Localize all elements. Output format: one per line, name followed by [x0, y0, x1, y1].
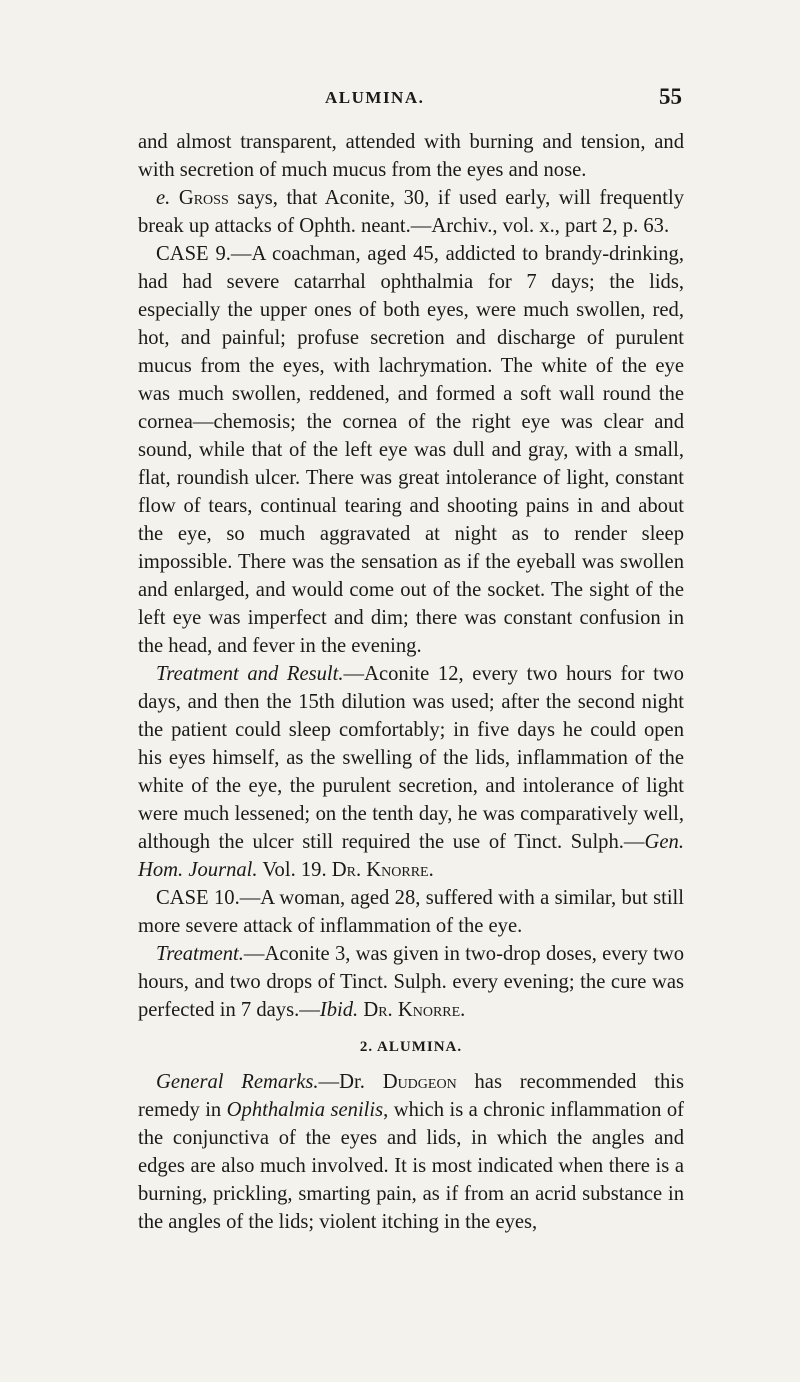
paragraph-general-remarks: General Remarks.—Dr. Dudgeon has recommended this remedy in Ophthalmia senilis, which is a chronic inflammation of the conjunctiva of the eyes and lids, in which the angles and edges are also much involved. It is most indicated when there is a burning, prickling, smarting pain, as if from an acrid substance in the angles of the lids; violent itching in the eyes,	[138, 1071, 685, 1233]
author-name: Dudgeon	[382, 1071, 457, 1093]
treatment-label: Treatment and Result.	[156, 663, 344, 685]
paragraph-treatment: Treatment.—Aconite 3, was given in two-drop doses, every two hours, and two drops of Tinct. Sulph. every evening; the cure was perfected in 7 days.—Ibid. Dr. Knorre.	[138, 943, 684, 1021]
running-head	[0, 84, 800, 112]
paragraph-treatment-result: Treatment and Result.—Aconite 12, every two hours for two days, and then the 15th dilution was used; after the second night the patient could sleep comfortably; in five days he could open his eyes himself, as the swelling of the lids, inflammation of the white of the eye, the purulent secretion, and intolerance of light were much lessened; on the tenth day, he was comparatively well, although the ulcer still required the use of Tinct. Sulph.—Gen. Hom. Journal. Vol. 19. Dr. Knorre.	[138, 663, 684, 881]
ibid-source: Ibid.	[319, 999, 359, 1021]
paragraph-case-9: CASE 9.—A coachman, aged 45, addicted to brandy-drinking, had had severe catarrhal ophthalmia for 7 days; the lids, especially the upper ones of both eyes, were much swollen, red, hot, and painful; profuse secretion and discharge of purulent mucus from the eyes, with lachrymation. The white of the eye was much swollen, reddened, and formed a soft wall round the cornea—chemosis; the cornea of the right eye was clear and sound, while that of the left eye was dull and gray, with a small, flat, roundish ulcer. There was great intolerance of light, constant flow of tears, continual tearing and shooting pains in and about the eye, so much aggravated at night as to render sleep impossible. There was the sensation as if the eyeball was swollen and enlarged, and would come out of the socket. The sight of the left eye was imperfect and dim; there was constant confusion in the head, and fever in the evening.	[138, 243, 684, 657]
remarks-label: General Remarks.	[156, 1071, 319, 1093]
disease-term: Ophthalmia senilis	[226, 1099, 384, 1121]
treatment-label: Treatment.	[156, 943, 244, 965]
page-number: 55	[659, 84, 682, 109]
paragraph-gross: e. Gross says, that Aconite, 30, if used early, will frequently break up attacks of Ophth. neant.—Archiv., vol. x., part 2, p. 63.	[138, 187, 684, 237]
section-heading: 2. ALUMINA.	[359, 1039, 463, 1055]
paragraph-case-10: CASE 10.—A woman, aged 28, suffered with a similar, but still more severe attack of inflammation of the eye.	[138, 887, 684, 937]
author-name: Gross	[178, 187, 229, 209]
running-head-title: ALUMINA.	[325, 88, 425, 107]
paragraph-continuation: and almost transparent, attended with burning and tension, and with secretion of much mucus from the eyes and nose.	[138, 131, 684, 181]
journal-source: Gen. Hom. Journal.	[138, 831, 684, 881]
body-text	[138, 128, 684, 1236]
signature: Dr. Knorre.	[363, 999, 466, 1021]
signature: Dr. Knorre.	[331, 859, 434, 881]
